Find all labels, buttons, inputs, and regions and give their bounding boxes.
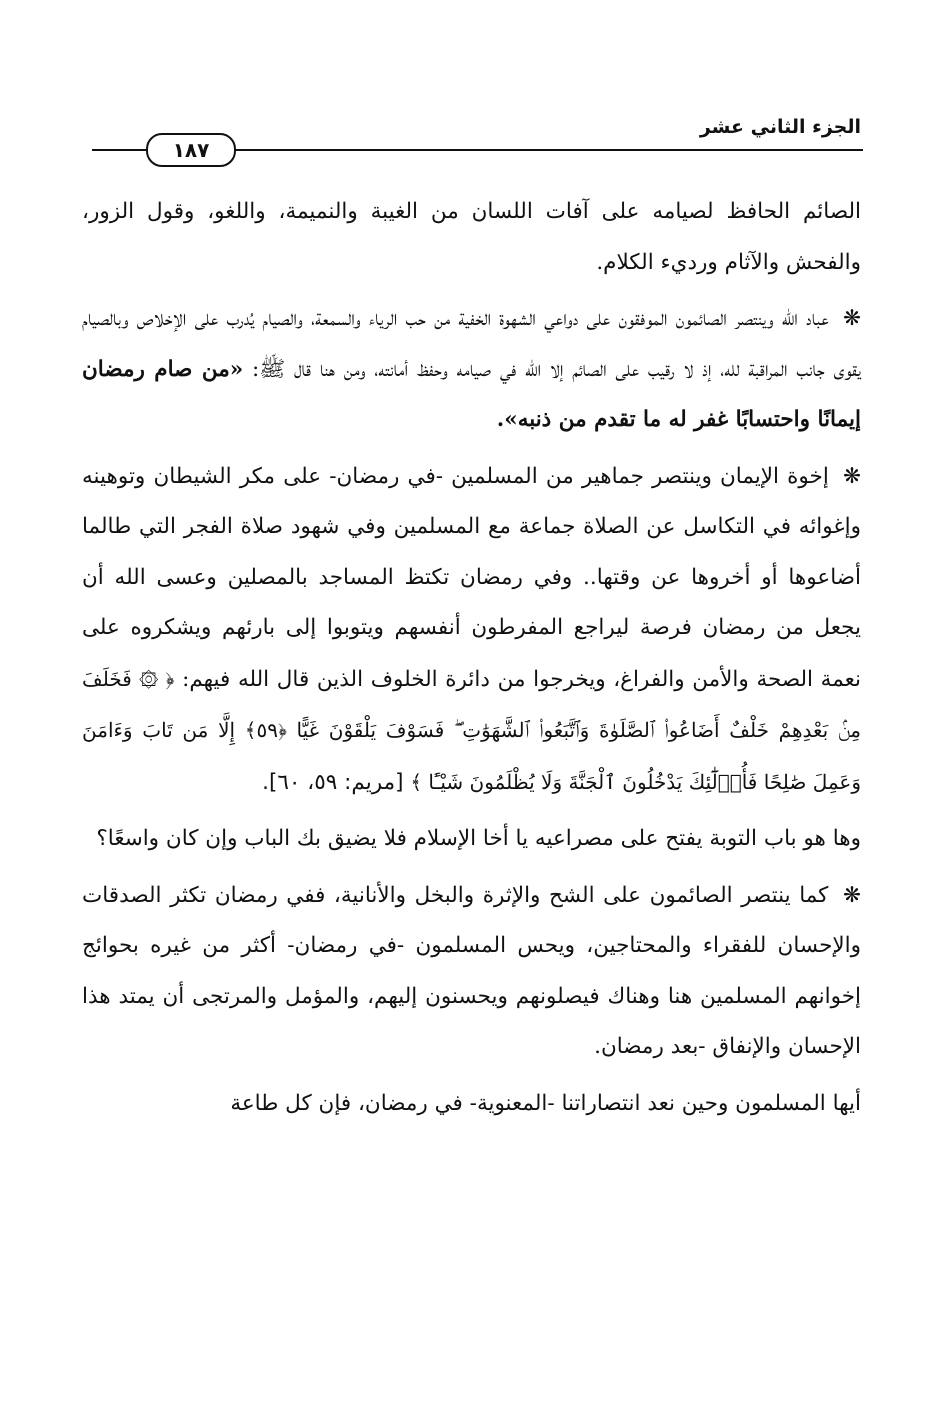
running-title: الجزء الثاني عشر <box>699 116 861 138</box>
quran-verse: ﴿ ۞ فَخَلَفَ مِنۢ بَعْدِهِمْ خَلْفٌ أَضَاعُوا۟ ٱلصَّلَوٰةَ وَٱتَّبَعُوا۟ ٱلشَّهَوَٰتِ ۖ فَسَوْفَ يَلْقَوْنَ غَيًّا ﴿٥٩﴾ إِلَّا مَن تَابَ وَءَامَنَ وَعَمِلَ صَٰلِحًا فَأُو۟لَٰٓئِكَ يَدْخُلُونَ ٱلْجَنَّةَ وَلَا يُظْلَمُونَ شَيْـًٔا ﴾ <box>82 666 861 794</box>
asterism-icon: ❋ <box>842 882 861 908</box>
page-header <box>0 0 949 170</box>
paragraph-4: وها هو باب التوبة يفتح على مصراعيه يا أخا الإسلام فلا يضيق بك الباب وإن كان واسعًا؟ <box>96 826 861 851</box>
verse-reference: [مريم: ٥٩، ٦٠]. <box>262 769 404 795</box>
paragraph-3 <box>82 452 861 809</box>
paragraph-6: أيها المسلمون وحين نعد انتصاراتنا -المعنوية- في رمضان، فإن كل طاعة <box>230 1090 861 1116</box>
page-number: ١٨٧ <box>146 133 236 167</box>
paragraph-5-text: كما ينتصر الصائمون على الشح والإثرة والبخل والأنانية، ففي رمضان تكثر الصدقات والإحسان للفقراء والمحتاجين، ويحس المسلمون -في رمضان- أكثر من غيره بحوائج إخوانهم المسلمين هنا وهناك فيصلونهم ويحسنون إليهم، والمؤمل والمرتجى أن يمتد هذا الإحسان والإنفاق -بعد رمضان. <box>82 882 861 1059</box>
asterism-icon: ❋ <box>842 306 861 331</box>
paragraph-2 <box>82 294 861 446</box>
hadith-quote: «من صام رمضان إيمانًا واحتسابًا غفر له ما تقدم من ذنبه». <box>82 356 861 432</box>
paragraph-2-text: عباد الله وينتصر الصائمون الموفقون على دواعي الشهوة الخفية من حب الرياء والسمعة، والصيام يُدرب على الإخلاص وبالصيام يقوى جانب المراقبة لله، إذ لا رقيب على الصائم إلا الله في صيامه وحفظ أمانته، ومن هنا قال ﷺ: <box>82 306 861 382</box>
asterism-icon: ❋ <box>842 463 861 489</box>
paragraph-3-text: إخوة الإيمان وينتصر جماهير من المسلمين -في رمضان- على مكر الشيطان وتوهينه وإغوائه في التكاسل عن الصلاة جماعة مع المسلمين وفي شهود صلاة الفجر التي طالما أضاعوها أو أخروها عن وقتها.. وفي رمضان تكتظ المساجد بالمصلين وعسى الله أن يجعل من رمضان فرصة ليراجع المفرطون أنفسهم ويتوبوا إلى بارئهم ويشكروه على نعمة الصحة والأمن والفراغ، ويخرجوا من دائرة الخلوف الذين قال الله فيهم: <box>82 463 861 692</box>
body-text <box>82 187 861 1135</box>
paragraph-5 <box>82 871 861 1073</box>
paragraph-1: الصائم الحافظ لصيامه على آفات اللسان من الغيبة والنميمة، واللغو، وقول الزور، والفحش والآثام ورديء الكلام. <box>82 199 861 275</box>
